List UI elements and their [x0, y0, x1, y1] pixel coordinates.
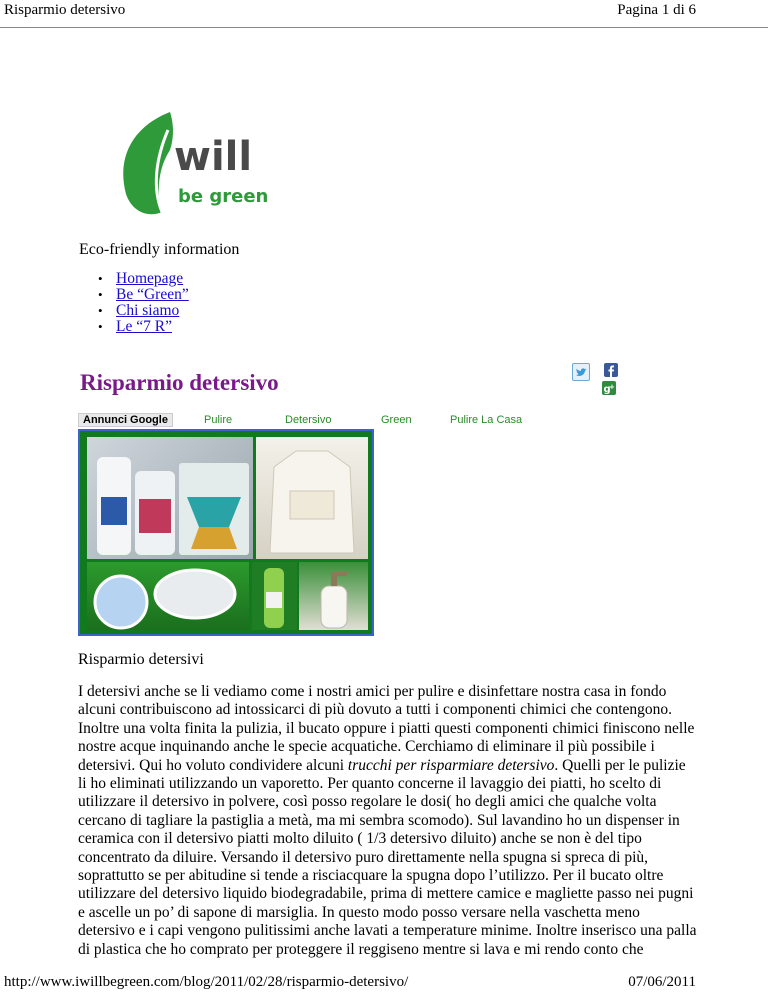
google-ads-bar [78, 413, 548, 429]
print-header-title: Risparmio detersivo [4, 2, 126, 18]
ad-link-pulire-la-casa[interactable]: Pulire La Casa [450, 414, 523, 426]
photo-laundry-balls [87, 562, 249, 630]
nav-item-homepage [98, 271, 189, 287]
post-title[interactable]: Risparmio detersivo [80, 370, 279, 395]
nav-link-7-r[interactable]: Le “7 R” [116, 318, 172, 335]
ads-label: Annunci Google [78, 413, 173, 427]
nav-link-homepage[interactable]: Homepage [116, 270, 184, 287]
ad-link-detersivo[interactable]: Detersivo [285, 414, 332, 426]
photo-powder-bag [256, 437, 368, 559]
google-plus-icon[interactable] [602, 381, 616, 395]
site-logo[interactable] [112, 108, 284, 220]
svg-text:+: + [609, 383, 615, 391]
ad-link-pulire[interactable]: Pulire [204, 414, 233, 426]
bullet-icon: • [98, 271, 103, 286]
article-image-collage [78, 429, 374, 636]
article-body [78, 683, 698, 959]
article-body-part-2: . Quelli per le pulizie li ho eliminati utilizzando un vaporetto. Per quanto concerne il lavaggio dei piatti, ho scelto di utilizzare il detersivo in polvere, così posso regolare le dosi( ho degli amici che qualche volta cercano di tagliare la pastiglia a metà, ma mi sembra scomodo). Sul lavandino ho un dispenser in ceramica con il detersivo piatti molto diluito ( 1/3 detersivo diluito) anche se non è del tipo concentrato da diluire. Versando il detersivo puro direttamente nella spugna si spreca di più, soprattutto se per abitudine si tende a risciacquare la spugna dopo l’utilizzo. Per il bucato oltre utilizzare del detersivo liquido biodegradabile, prima di mettere camice e magliette passo nei pugni e ascelle un po’ di sapone di marsiglia. In questo modo posso versare nella vaschetta meno detersivo e i capi vengono pulitissimi anche lavati a temperature minime. Inoltre inserisco una palla di plastica che ho comprato per proteggere il reggiseno mentre si lava e mi rendo conto che [78, 756, 697, 958]
article-body-part-1: I detersivi anche se li vediamo come i nostri amici per pulire e disinfettare nostra casa in fondo alcuni contribuiscono ad intossicarci di più dovuto a tutti i componenti chimici che contengono. Inoltre una volta finita la pulizia, il bucato oppure i piatti questi componenti chimici finiscono nelle nostre acque inquinando anche le specie acquatiche. Cerchiamo di eliminare il più possibile i detersivi. Qui ho voluto condividere alcuni [78, 683, 695, 774]
print-header-page: Pagina 1 di 6 [617, 2, 696, 18]
site-tagline: Eco-friendly information [79, 241, 240, 258]
nav-item-chi-siamo [98, 303, 189, 319]
leaf-icon [123, 112, 173, 214]
print-footer-url: http://www.iwillbegreen.com/blog/2011/02/28/risparmio-detersivo/ [4, 974, 409, 990]
ad-link-green[interactable]: Green [381, 414, 412, 426]
nav-item-7-r [98, 319, 189, 335]
nav-link-be-green[interactable]: Be “Green” [116, 286, 189, 303]
photo-ceramic-dispenser [299, 562, 368, 630]
bullet-icon: • [98, 303, 103, 318]
bullet-icon: • [98, 319, 103, 334]
svg-text:g: g [603, 384, 611, 395]
photo-detergent-bottles [87, 437, 253, 559]
facebook-icon[interactable] [604, 363, 618, 377]
logo-be-green-text: be green [178, 186, 269, 207]
nav-link-chi-siamo[interactable]: Chi siamo [116, 302, 180, 319]
print-footer-date: 07/06/2011 [628, 974, 696, 990]
logo-will-text: will [174, 134, 253, 180]
header-divider [0, 27, 768, 28]
photo-dish-soap [252, 562, 297, 630]
bullet-icon: • [98, 287, 103, 302]
nav-item-be-green [98, 287, 189, 303]
main-nav [98, 271, 189, 335]
twitter-icon[interactable] [572, 363, 590, 381]
article-body-emphasis: trucchi per risparmiare detersivo [347, 756, 555, 774]
article-subheading: Risparmio detersivi [78, 651, 204, 668]
